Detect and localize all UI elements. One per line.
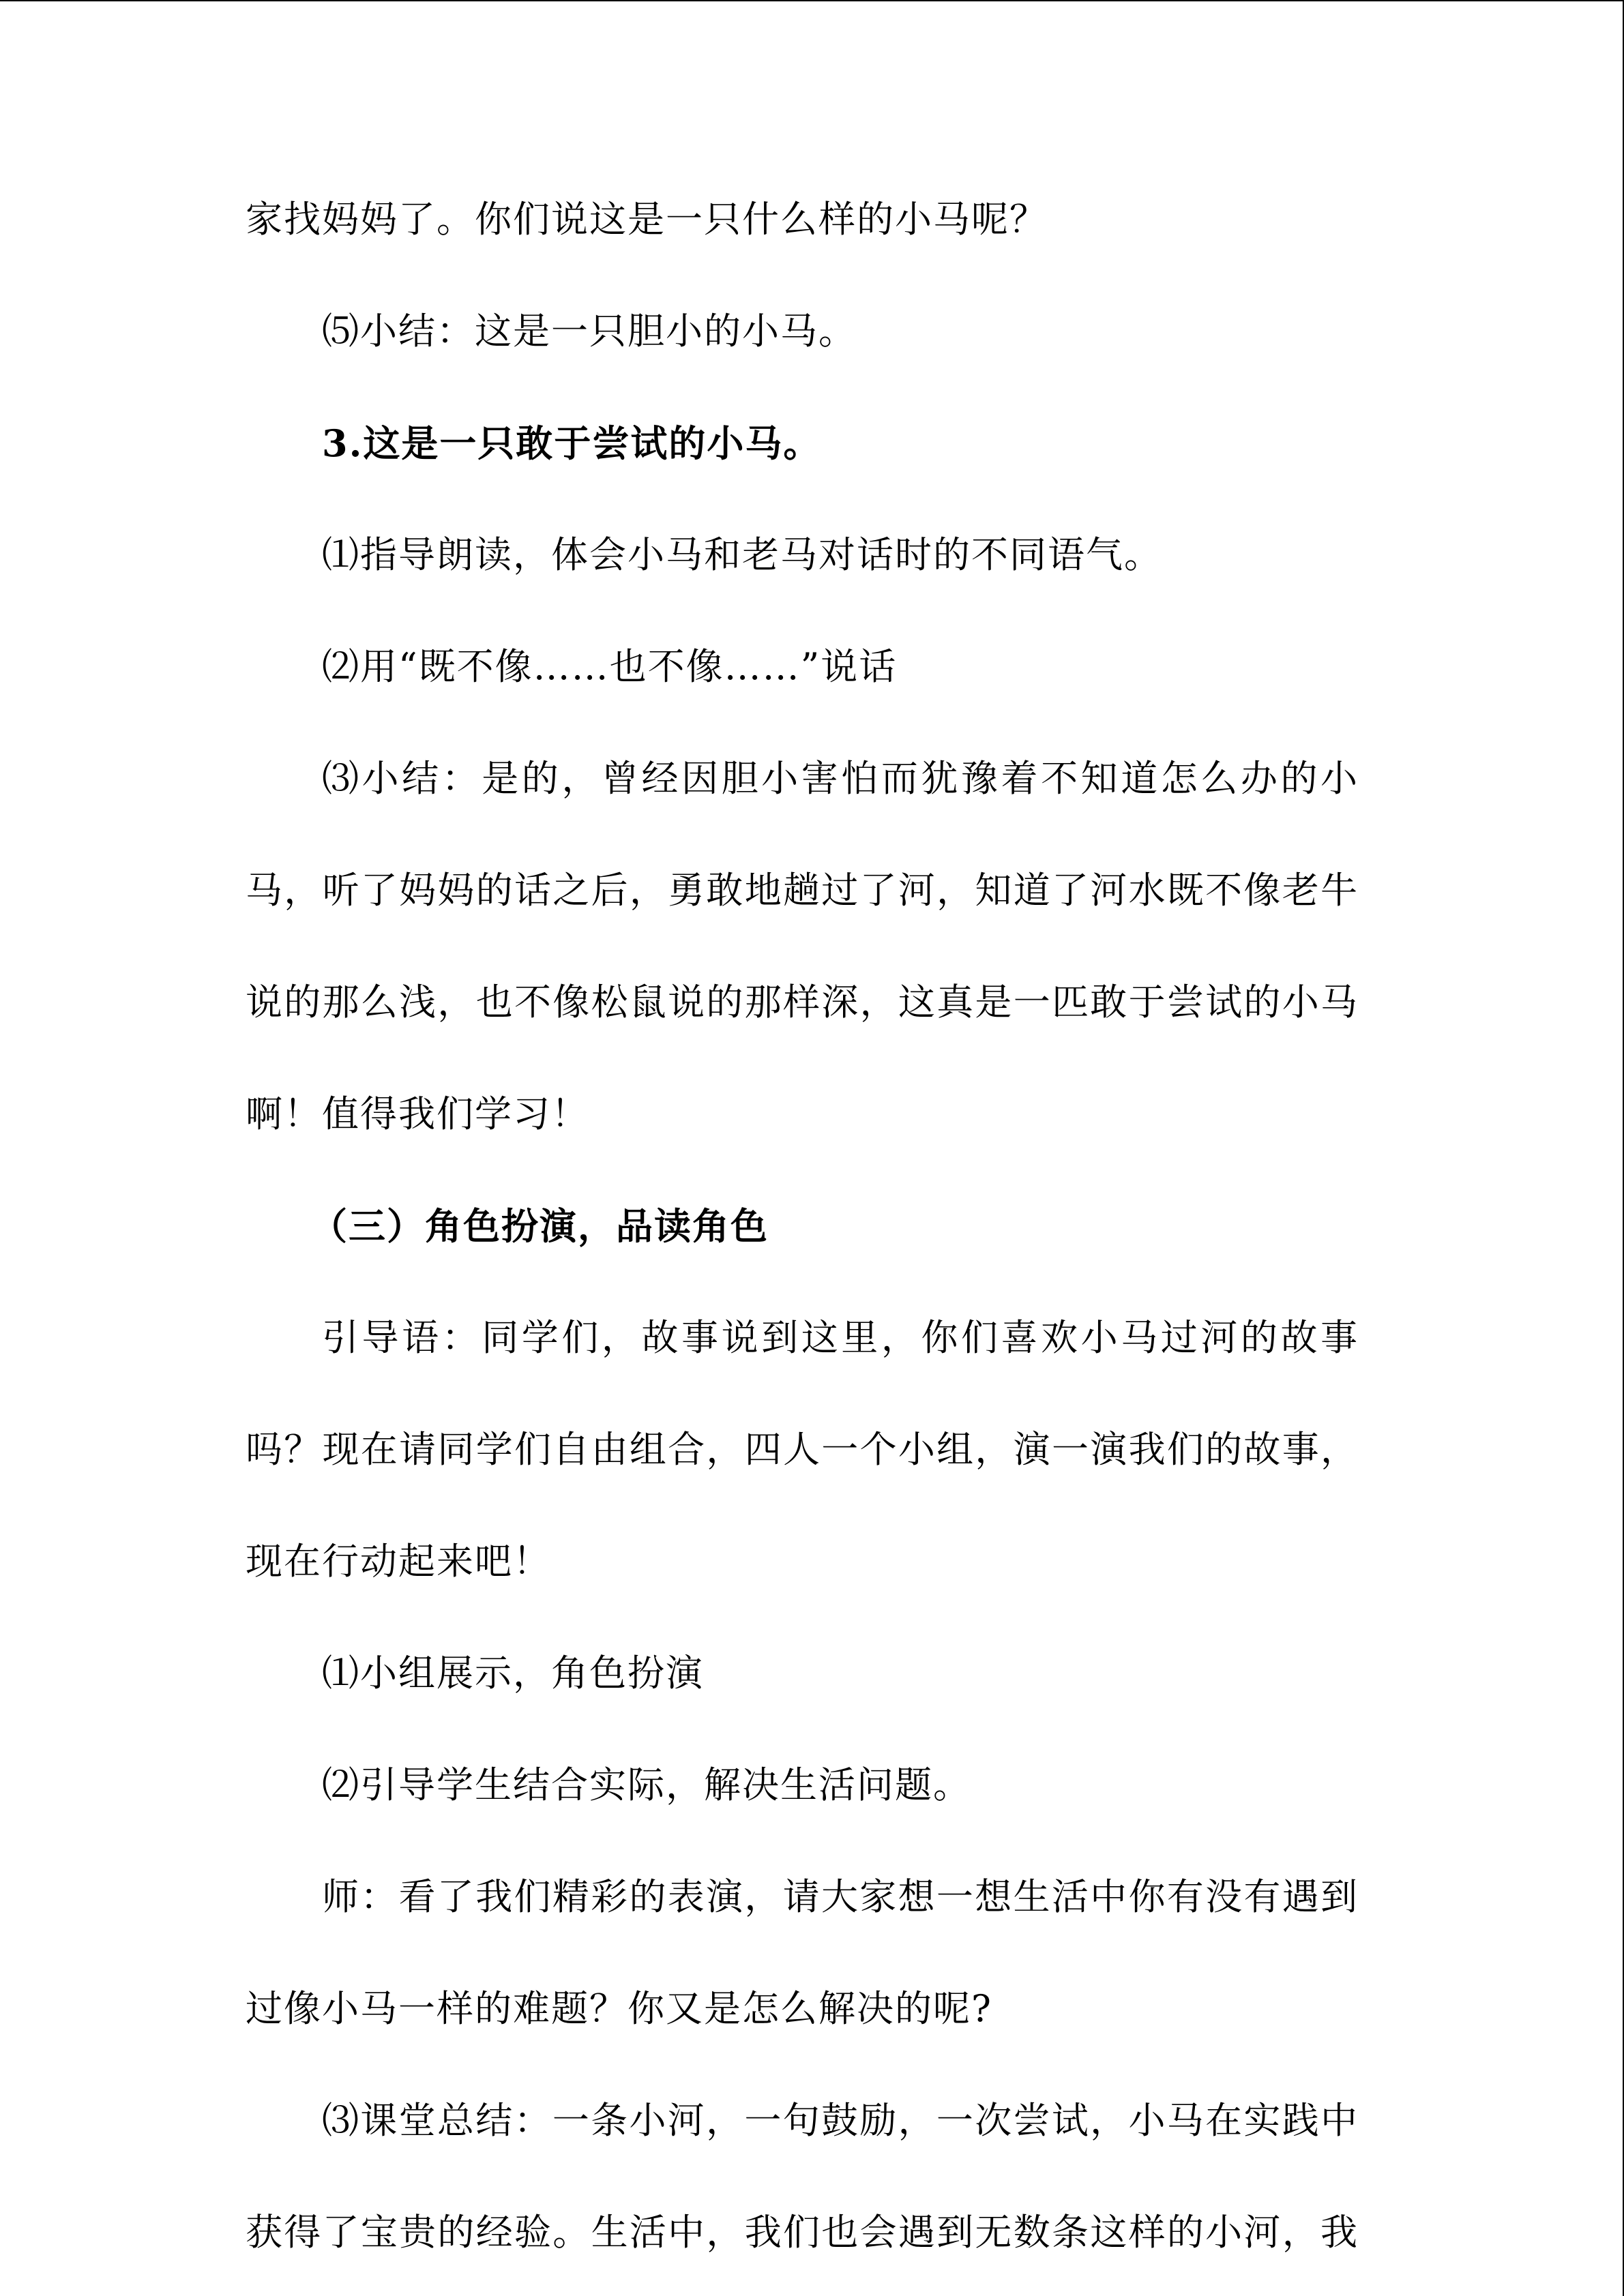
paragraph-line: 马，听了妈妈的话之后，勇敢地趟过了河，知道了河水既不像老牛	[246, 870, 1359, 911]
paragraph-line: 说的那么浅，也不像松鼠说的那样深，这真是一匹敢于尝试的小马	[246, 982, 1359, 1023]
paragraph-line: ⑶课堂总结：一条小河，一句鼓励，一次尝试，小马在实践中	[322, 2100, 1359, 2141]
paragraph-line: 啊！值得我们学习！	[246, 1092, 589, 1135]
paragraph-line: 吗？现在请同学们自由组合，四人一个小组，演一演我们的故事，	[246, 1429, 1359, 1470]
list-item: ⑴小组展示，角色扮演	[322, 1652, 704, 1695]
paragraph-line: 现在行动起来吧！	[246, 1540, 551, 1583]
paragraph-line: ⑶小结：是的，曾经因胆小害怕而犹豫着不知道怎么办的小	[322, 758, 1359, 799]
summary-line: ⑸小结：这是一只胆小的小马。	[322, 310, 857, 353]
list-item: ⑴指导朗读，体会小马和老马对话时的不同语气。	[322, 533, 1162, 576]
document-body	[246, 199, 1359, 2253]
section-heading: （三）角色扮演，品读角色	[310, 1204, 769, 1248]
list-item: ⑵用“既不像……也不像……”说话	[322, 645, 898, 688]
paragraph-line: 引导语：同学们，故事说到这里，你们喜欢小马过河的故事	[322, 1317, 1359, 1358]
text-line: 家找妈妈了。你们说这是一只什么样的小马呢？	[246, 198, 1048, 241]
list-item: ⑵引导学生结合实际，解决生活问题。	[322, 1763, 971, 1806]
paragraph-line: 获得了宝贵的经验。生活中，我们也会遇到无数条这样的小河，我	[246, 2212, 1359, 2253]
section-heading: 3.这是一只敢于尝试的小马。	[322, 421, 822, 465]
paragraph-line: 师：看了我们精彩的表演，请大家想一想生活中你有没有遇到	[322, 1877, 1359, 1918]
paragraph-line: 过像小马一样的难题？你又是怎么解决的呢?	[246, 1987, 992, 2030]
